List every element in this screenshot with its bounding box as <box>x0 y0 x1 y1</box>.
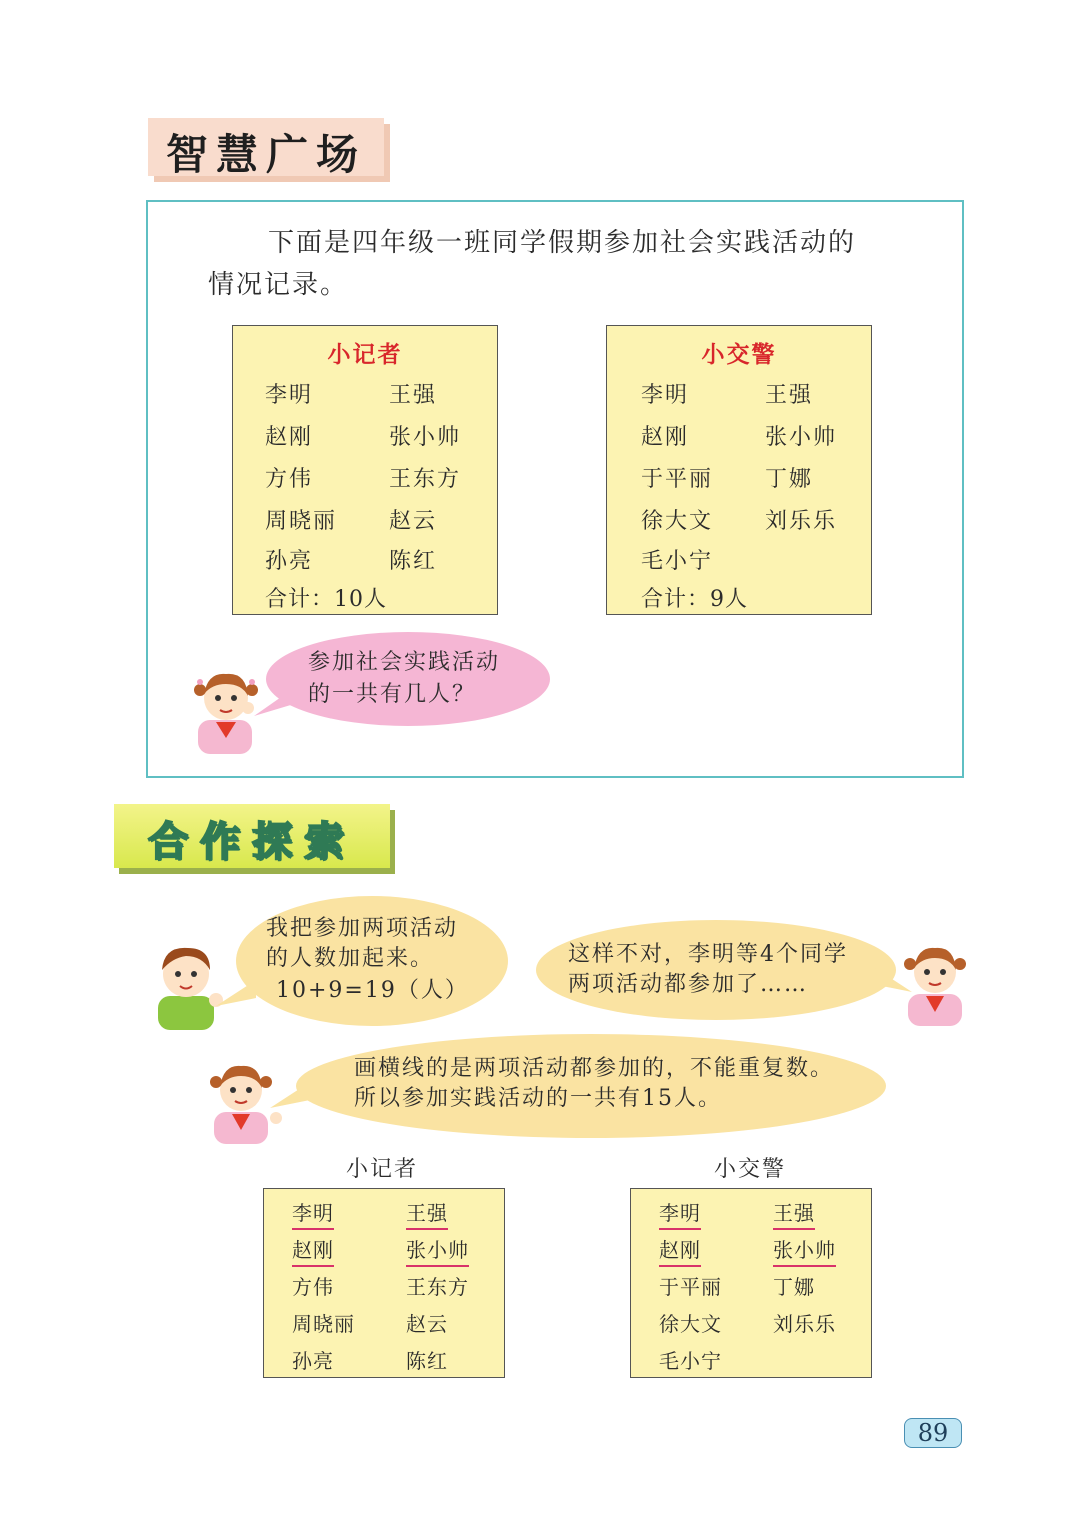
list-item: 于平丽 <box>641 467 714 492</box>
boy-bubble-line-2: 的人数加起来。 <box>266 946 435 971</box>
list-item: 王东方 <box>406 1275 469 1299</box>
list-item: 陈红 <box>389 549 438 574</box>
question-bubble <box>266 632 550 726</box>
list-item: 孙亮 <box>292 1349 334 1373</box>
list-item: 张小帅 <box>389 425 462 450</box>
bubble-tail <box>270 1082 310 1112</box>
list-item: 赵刚 <box>292 1234 334 1267</box>
intro-line-2: 情况记录。 <box>208 270 349 300</box>
list-item: 王强 <box>773 1197 815 1230</box>
bottom-traffic-list <box>630 1188 872 1378</box>
explain-line-2: 所以参加实践活动的一共有15人。 <box>354 1086 722 1111</box>
list-item: 周晓丽 <box>292 1312 355 1336</box>
page-number: 89 <box>904 1418 962 1448</box>
reporter-list-title: 小记者 <box>327 342 403 368</box>
list-item: 王强 <box>765 383 814 408</box>
list-item: 方伟 <box>292 1275 334 1299</box>
list-item: 张小帅 <box>773 1234 836 1267</box>
question-line-2: 的一共有几人？ <box>308 682 477 707</box>
boy-bubble-line-1: 我把参加两项活动 <box>266 916 459 941</box>
intro-text <box>208 222 928 306</box>
list-item: 刘乐乐 <box>773 1312 836 1336</box>
list-item: 刘乐乐 <box>765 509 838 534</box>
question-line-1: 参加社会实践活动 <box>308 650 501 675</box>
list-item: 李明 <box>659 1197 701 1230</box>
list-item: 陈红 <box>406 1349 448 1373</box>
bubble-tail <box>254 688 294 718</box>
list-item: 赵云 <box>406 1312 448 1336</box>
list-item: 徐大文 <box>659 1312 722 1336</box>
boy-bubble-line-3: 10+9=19（人） <box>276 978 469 1003</box>
list-item: 李明 <box>265 383 314 408</box>
list-item: 李明 <box>641 383 690 408</box>
bottom-reporter-label: 小记者 <box>346 1157 419 1182</box>
list-item: 张小帅 <box>406 1234 469 1267</box>
traffic-list-title: 小交警 <box>701 342 777 368</box>
list-item: 方伟 <box>265 467 314 492</box>
list-item: 王东方 <box>389 467 462 492</box>
list-item: 赵刚 <box>659 1234 701 1267</box>
reporter-list <box>232 325 498 615</box>
list-item: 毛小宁 <box>659 1349 722 1373</box>
list-item: 丁娜 <box>765 467 814 492</box>
section-header-cooperate <box>114 804 390 868</box>
list-item: 毛小宁 <box>641 549 714 574</box>
girl-bubble-line-1: 这样不对，李明等4个同学 <box>568 942 848 967</box>
list-item: 赵云 <box>389 509 438 534</box>
list-item: 于平丽 <box>659 1275 722 1299</box>
list-item: 赵刚 <box>265 425 314 450</box>
traffic-total: 合计：9人 <box>641 587 748 612</box>
list-item: 李明 <box>292 1197 334 1230</box>
bottom-traffic-label: 小交警 <box>714 1157 787 1182</box>
bubble-tail <box>216 980 256 1010</box>
list-item: 丁娜 <box>773 1275 815 1299</box>
section-title: 合作探索 <box>148 819 356 865</box>
list-item: 孙亮 <box>265 549 314 574</box>
list-item: 周晓丽 <box>265 509 338 534</box>
section-header-wisdom <box>148 118 384 179</box>
bottom-reporter-list <box>263 1188 505 1378</box>
list-item: 赵刚 <box>641 425 690 450</box>
reporter-total: 合计：10人 <box>265 587 387 612</box>
traffic-list <box>606 325 872 615</box>
girl-bubble-line-2: 两项活动都参加了…… <box>568 972 809 997</box>
list-item: 张小帅 <box>765 425 838 450</box>
list-item: 王强 <box>389 383 438 408</box>
girl-illustration <box>900 940 970 1026</box>
list-item: 王强 <box>406 1197 448 1230</box>
explain-line-1: 画横线的是两项活动都参加的，不能重复数。 <box>354 1056 835 1081</box>
list-item: 徐大文 <box>641 509 714 534</box>
intro-line-1: 下面是四年级一班同学假期参加社会实践活动的 <box>268 228 857 258</box>
section-title: 智慧广场 <box>165 130 366 179</box>
